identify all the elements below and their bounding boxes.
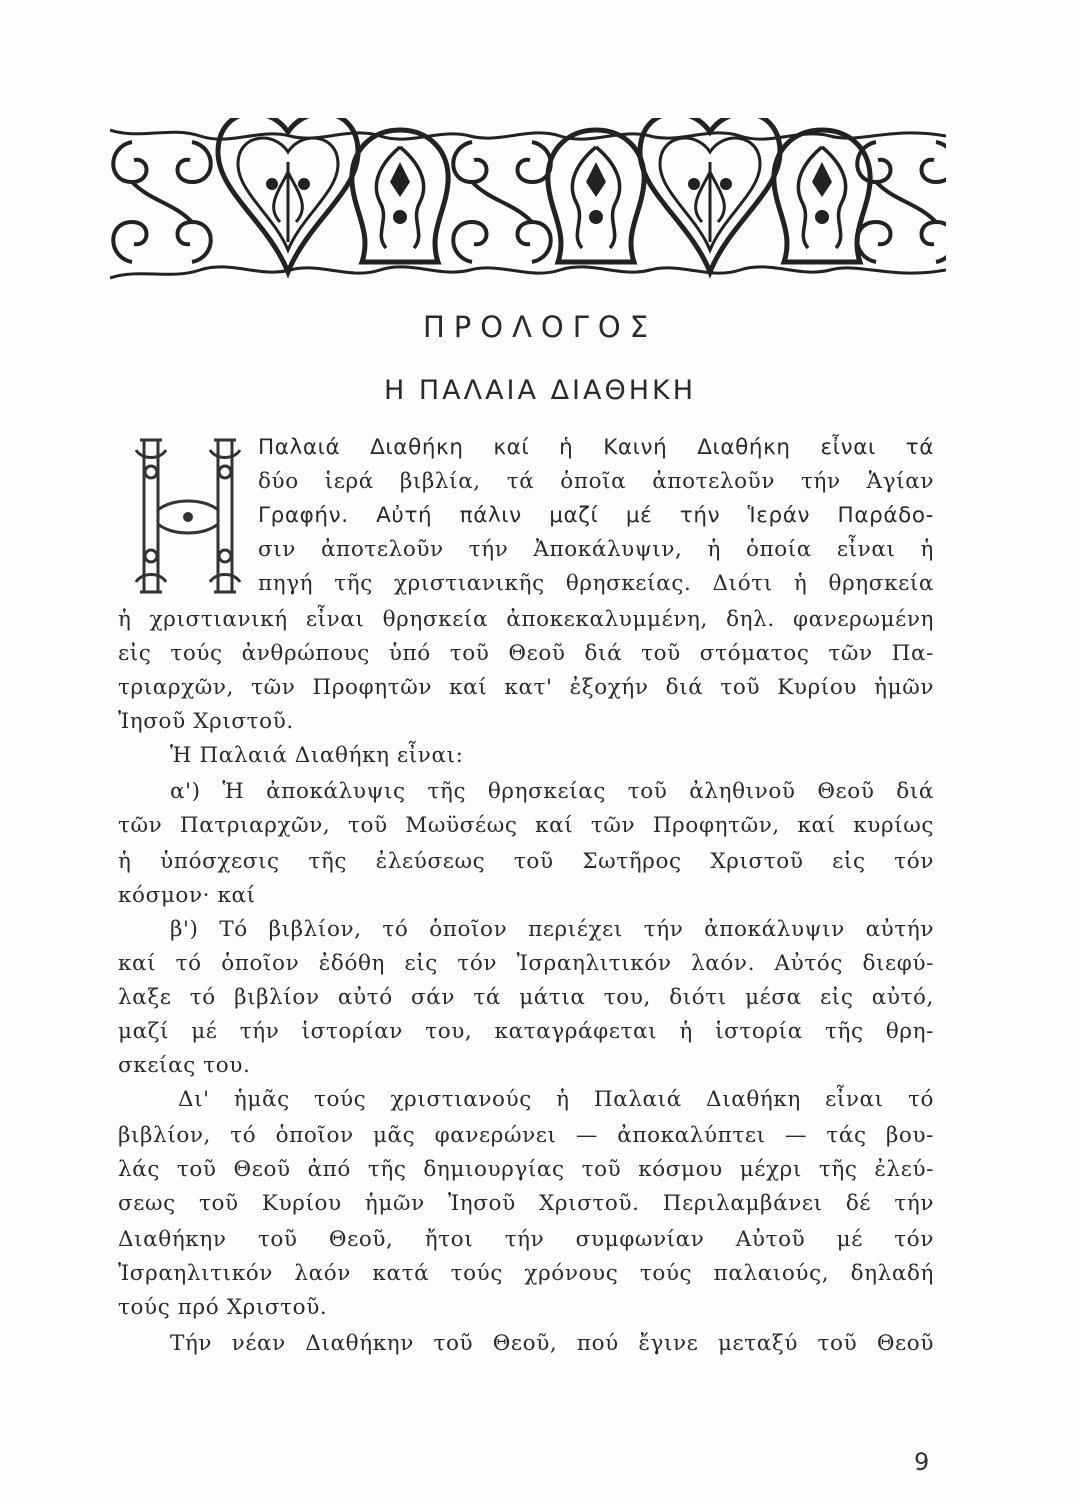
ornamental-drop-cap — [132, 432, 244, 600]
text-line: τριαρχῶν, τῶν Προφητῶν καί κατ' ἐξοχήν διά τοῦ Κυρίου ἡμῶν — [118, 675, 934, 700]
text-line: μαζί μέ τήν ἱστορίαν του, καταγράφεται ἡ ἱστορία τῆς θρη- — [118, 1019, 934, 1044]
text-line: Γραφήν. Αὐτή πάλιν μαζί μέ τήν Ἱεράν Παράδο- — [258, 503, 934, 528]
text-line: Διαθήκην τοῦ Θεοῦ, ἤτοι τήν συμφωνίαν Αὐτοῦ μέ τόν — [118, 1227, 934, 1252]
text-line: τῶν Πατριαρχῶν, τοῦ Μωϋσέως καί τῶν Προφητῶν, καί κυρίως — [118, 813, 934, 838]
text-line: σεως τοῦ Κυρίου ἡμῶν Ἰησοῦ Χριστοῦ. Περιλαμβάνει δέ τήν — [118, 1191, 934, 1216]
decorative-ornament-banner — [110, 118, 946, 284]
text-line: εἰς τούς ἀνθρώπους ὑπό τοῦ Θεοῦ διά τοῦ στόματος τῶν Πα- — [118, 641, 934, 666]
text-line: β') Τό βιβλίον, τό ὁποῖον περιέχει τήν ἀποκάλυψιν αὐτήν — [170, 917, 934, 942]
text-line: τούς πρό Χριστοῦ. — [118, 1295, 328, 1320]
text-line: σιν ἀποτελοῦν τήν Ἀποκάλυψιν, ἡ ὁποία εἶναι ἡ — [258, 537, 934, 562]
text-line: σκείας του. — [118, 1053, 251, 1078]
text-line: καί τό ὁποῖον ἐδόθη εἰς τόν Ἰσραηλιτικόν λαόν. Αὐτός διεφύ- — [118, 951, 934, 976]
text-line: Ἡ Παλαιά Διαθήκη εἶναι: — [170, 743, 464, 768]
text-line: ἡ ὑπόσχεσις τῆς ἐλεύσεως τοῦ Σωτῆρος Χριστοῦ εἰς τόν — [118, 849, 934, 874]
text-line: κόσμον· καί — [118, 883, 256, 908]
text-line: Παλαιά Διαθήκη καί ἡ Καινή Διαθήκη εἶναι τά — [258, 435, 934, 460]
text-line: λαξε τό βιβλίον αὐτό σάν τά μάτια του, διότι μέσα εἰς αὐτό, — [118, 985, 934, 1010]
text-line: Ἰσραηλιτικόν λαόν κατά τούς χρόνους τούς παλαιούς, δηλαδή — [118, 1261, 934, 1286]
text-line: α') Ἡ ἀποκάλυψις τῆς θρησκείας τοῦ ἀληθινοῦ Θεοῦ διά — [170, 779, 934, 804]
text-line: Τήν νέαν Διαθήκην τοῦ Θεοῦ, πού ἔγινε μεταξύ τοῦ Θεοῦ — [170, 1331, 934, 1356]
text-line: Δι' ἡμᾶς τούς χριστιανούς ἡ Παλαιά Διαθήκη εἶναι τό — [178, 1087, 934, 1112]
page-number: 9 — [914, 1448, 930, 1476]
text-line: δύο ἱερά βιβλία, τά ὁποῖα ἀποτελοῦν τήν Ἁγίαν — [258, 469, 934, 494]
section-title: Η ΠΑΛΑΙΑ ΔΙΑΘΗΚΗ — [383, 375, 697, 406]
text-line: Ἰησοῦ Χριστοῦ. — [118, 709, 294, 734]
text-line: ἡ χριστιανική εἶναι θρησκεία ἀποκεκαλυμμένη, δηλ. φανερωμένη — [118, 607, 934, 632]
text-line: βιβλίον, τό ὁποῖον μᾶς φανερώνει — ἀποκαλύπτει — τάς βου- — [118, 1123, 934, 1148]
text-line: πηγή τῆς χριστιανικῆς θρησκείας. Διότι ἡ θρησκεία — [258, 571, 934, 596]
chapter-heading: ΠΡΟΛΟΓΟΣ — [422, 310, 658, 344]
text-line: λάς τοῦ Θεοῦ ἀπό τῆς δημιουργίας τοῦ κόσμου μέχρι τῆς ἐλεύ- — [118, 1157, 934, 1182]
